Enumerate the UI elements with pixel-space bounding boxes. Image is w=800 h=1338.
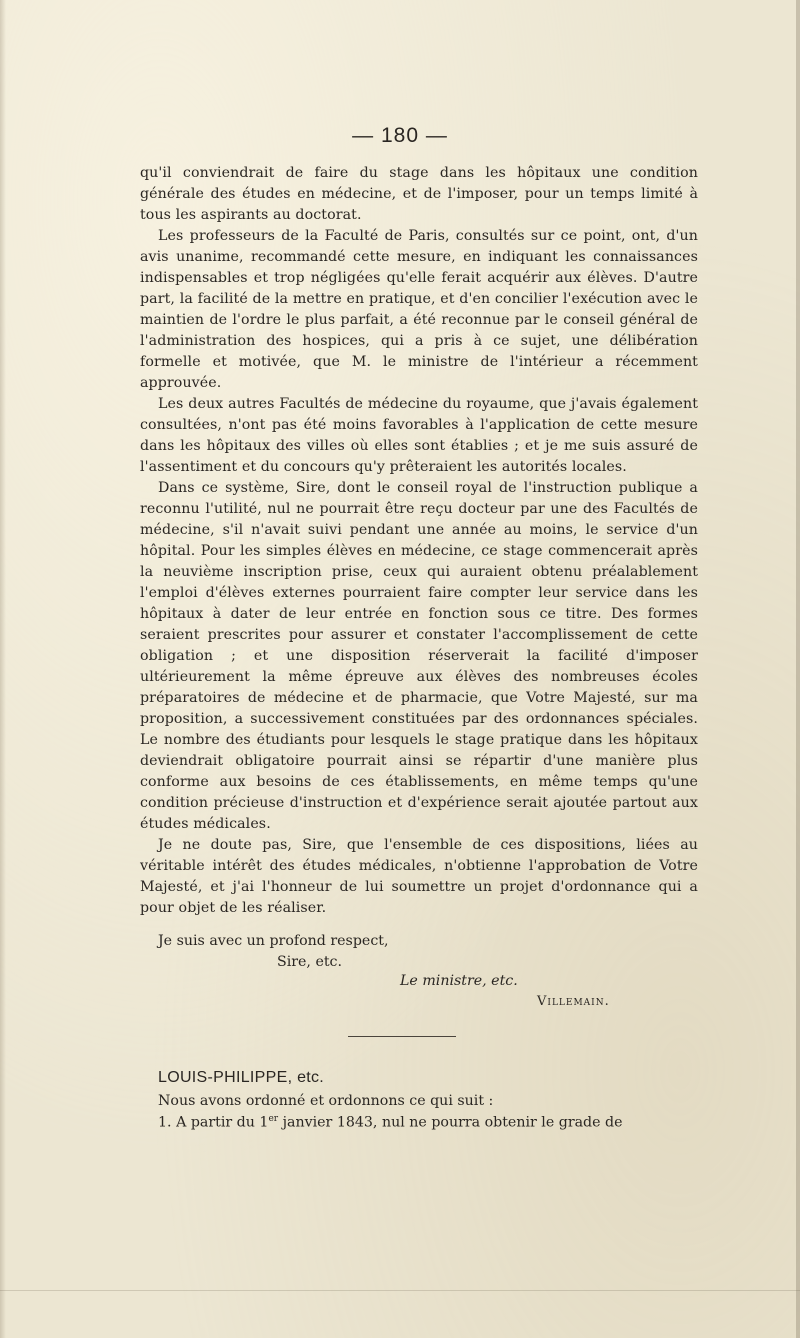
decree-article-1 [158, 1114, 698, 1131]
letter-body [140, 163, 698, 919]
decree-heading: LOUIS-PHILIPPE, etc. [158, 1069, 325, 1086]
closing-address: Sire, etc. [277, 954, 343, 970]
paragraph-4: Dans ce système, Sire, dont le conseil royal de l'instruction publique a reconnu l'utilité, nul ne pourrait être reçu docteur par une des Facultés de médecine, s'il n'avait suivi pendant une année au moins, le service d'un hôpital. Pour les simples élèves en médecine, ce stage commencerait après la neuvième inscription prise, ceux qui auraient obtenu préalablement l'emploi d'élèves externes pourraient faire compter leur service dans les hôpitaux à dater de leur entrée en fonction sous ce titre. Des formes seraient prescrites pour assurer et constater l'accomplissement de cette obligation ; et une disposition réserverait la facilité d'imposer ultérieurement la même épreuve aux élèves des nombreuses écoles préparatoires de médecine et de pharmacie, que Votre Majesté, sur ma proposition, a successivement constituées par des ordonnances spéciales. Le nombre des étudiants pour lesquels le stage pratique dans les hôpitaux deviendrait obligatoire pourrait ainsi se répartir d'une manière plus conforme aux besoins de ces établissements, en même temps qu'une condition précieuse d'instruction et d'expérience serait ajoutée partout aux études médicales. [140, 480, 698, 832]
page-number: — 180 — [352, 124, 448, 147]
paragraph-2: Les professeurs de la Faculté de Paris, consultés sur ce point, ont, d'un avis unanime, recommandé cette mesure, en indiquant les connaissances indispensables et trop négligées qu'elle ferait acquérir aux élèves. D'autre part, la facilité de la mettre en pratique, et d'en concilier l'exécution avec le maintien de l'ordre le plus parfait, a été reconnue par le conseil général de l'administration des hospices, qui a pris à ce sujet, une délibération formelle et motivée, que M. le ministre de l'intérieur a récemment approuvée. [140, 228, 698, 391]
article-superscript: er [268, 1114, 279, 1124]
minister-title: Le ministre, etc. [400, 973, 518, 989]
page-edge-shadow [0, 0, 6, 1338]
signature: Villemain. [537, 994, 610, 1009]
article-number: 1. [158, 1114, 172, 1131]
paragraph-5: Je ne doute pas, Sire, que l'ensemble de ces dispositions, liées au véritable intérêt des études médicales, n'obtienne l'approbation de Votre Majesté, et j'ai l'honneur de lui soumettre un projet d'ordonnance qui a pour objet de les réaliser. [140, 837, 698, 916]
paragraph-1: qu'il conviendrait de faire du stage dans les hôpitaux une condition générale des études en médecine, et de l'imposer, pour un temps limité à tous les aspirants au doctorat. [140, 165, 698, 223]
article-text-prefix: A partir du 1 [176, 1114, 269, 1131]
article-text-rest: janvier 1843, nul ne pourra obtenir le grade de [278, 1114, 623, 1131]
closing-salutation: Je suis avec un profond respect, [158, 933, 389, 949]
page-edge-right [796, 0, 800, 1338]
decree-intro: Nous avons ordonné et ordonnons ce qui suit : [158, 1093, 494, 1109]
scan-artifact-line [0, 1290, 800, 1291]
section-divider [348, 1036, 456, 1037]
paragraph-3: Les deux autres Facultés de médecine du royaume, que j'avais également consultées, n'ont pas été moins favorables à l'application de cette mesure dans les hôpitaux des villes où elles sont établies ; et je me suis assuré de l'assentiment et du concours qu'y prêteraient les autorités locales. [140, 396, 698, 475]
